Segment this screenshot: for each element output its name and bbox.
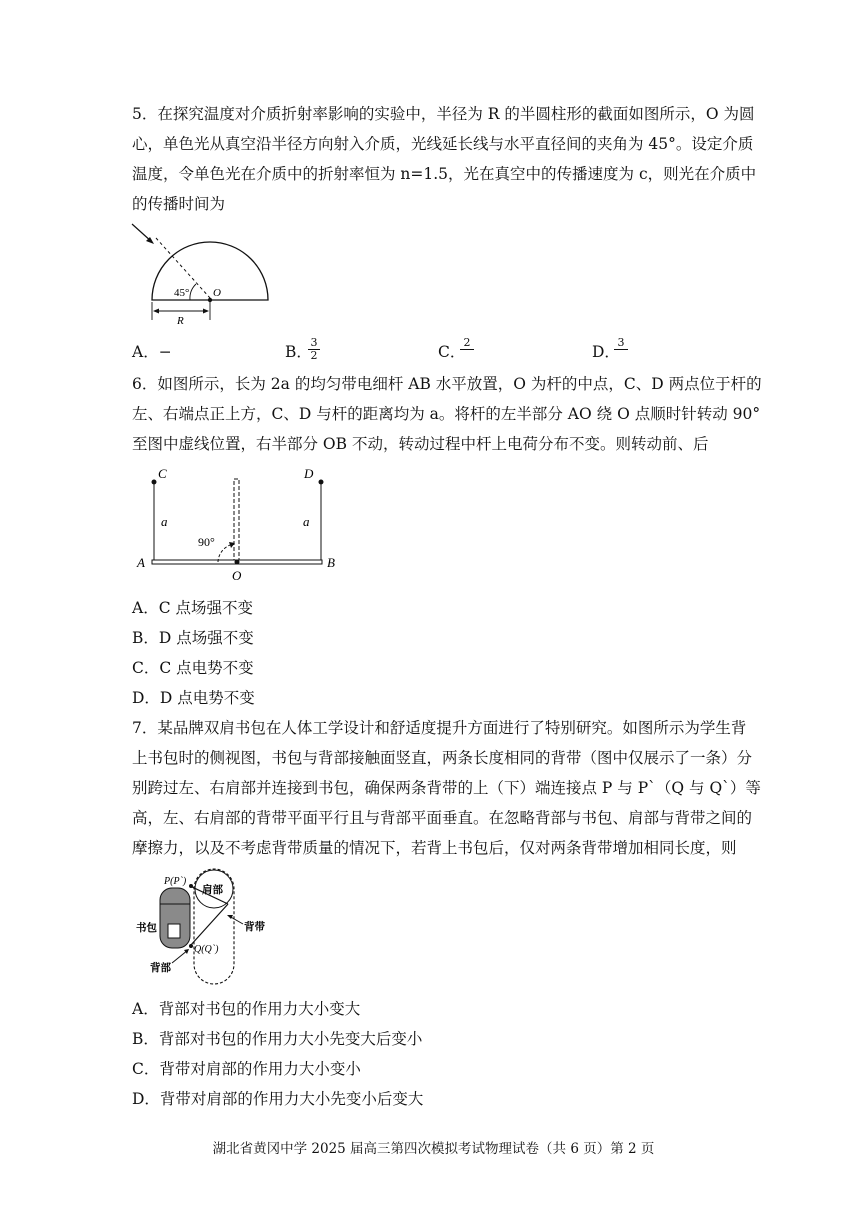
q7-line-5: 摩擦力，以及不考虑背带质量的情况下，若背上书包后，仅对两条背带增加相同长度，则 <box>132 839 737 857</box>
page-footer: 湖北省黄冈中学 2025 届高三第四次模拟考试物理试卷（共 6 页）第 2 页 <box>212 1141 655 1157</box>
q6-label-a-right: a <box>303 514 310 529</box>
q7-line-2: 上书包时的侧视图，书包与背部接触面竖直，两条长度相同的背带（图中仅展示了一条）分 <box>132 749 753 767</box>
q5-option-d-fraction <box>614 337 628 350</box>
q5-option-b-label: B． <box>285 343 312 361</box>
q5-angle-label: 45° <box>174 287 190 299</box>
q7-label-strap: 背带 <box>244 922 265 933</box>
q7-option-c: C．背带对肩部的作用力大小变小 <box>132 1060 361 1078</box>
q7-line-3: 别跨过左、右肩部并连接到书包，确保两条背带的上（下）端连接点 P 与 P`（Q 与 Q`）等 <box>132 779 761 797</box>
q5-option-b-fraction <box>308 337 320 362</box>
q5-option-d-numerator: 3 <box>614 337 628 350</box>
q7-backpack-figure <box>132 868 282 993</box>
q7-label-shoulder: 肩部 <box>202 885 223 896</box>
q6-option-a: A．C 点场强不变 <box>132 599 253 617</box>
q7-label-bag: 书包 <box>136 923 157 934</box>
q7-label-p: P(P`) <box>164 876 187 887</box>
q6-angle-label: 90° <box>198 535 215 549</box>
q7-option-d: D．背带对肩部的作用力大小先变小后变大 <box>132 1090 424 1108</box>
q5-option-a: A．− <box>132 343 172 361</box>
q5-line-3: 温度，令单色光在介质中的折射率恒为 n=1.5，光在真空中的传播速度为 c，则光在介质中 <box>132 165 757 183</box>
q5-semicircle-figure <box>120 220 280 330</box>
q5-center-label: O <box>213 287 221 299</box>
q6-label-o: O <box>232 568 242 583</box>
q6-label-a-left: a <box>161 514 168 529</box>
q5-option-b-numerator: 3 <box>308 337 320 350</box>
q6-option-d: D．D 点电势不变 <box>132 689 255 707</box>
q5-radius-label: R <box>177 315 184 327</box>
q6-option-b: B．D 点场强不变 <box>132 629 254 647</box>
q7-option-b: B．背部对书包的作用力大小先变大后变小 <box>132 1030 423 1048</box>
q6-line-1: 6．如图所示，长为 2a 的均匀带电细杆 AB 水平放置，O 为杆的中点，C、D 两点位于杆的 <box>132 375 762 393</box>
q6-label-d: D <box>304 466 314 481</box>
q5-line-1: 5．在探究温度对介质折射率影响的实验中，半径为 R 的半圆柱形的截面如图所示，O 为圆 <box>132 105 755 123</box>
q6-line-3: 至图中虚线位置，右半部分 OB 不动，转动过程中杆上电荷分布不变。则转动前、后 <box>132 435 709 453</box>
q7-label-q: Q(Q`) <box>194 944 219 955</box>
q5-option-c-fraction <box>460 337 474 350</box>
q7-line-4: 高，左、右肩部的背带平面平行且与背部平面垂直。在忽略背部与书包、肩部与背带之间的 <box>132 809 753 827</box>
q6-label-a-end: A <box>137 555 145 570</box>
q6-rod-figure <box>130 462 350 587</box>
q6-line-2: 左、右端点正上方，C、D 与杆的距离均为 a。将杆的左半部分 AO 绕 O 点顺时针转动 90° <box>132 405 761 423</box>
q6-label-b-end: B <box>327 555 335 570</box>
q7-option-a: A．背部对书包的作用力大小变大 <box>132 1000 361 1018</box>
q5-line-2: 心，单色光从真空沿半径方向射入介质，光线延长线与水平直径间的夹角为 45°。设定介质 <box>132 135 754 153</box>
q6-option-c: C．C 点电势不变 <box>132 659 254 677</box>
q7-label-back: 背部 <box>150 963 171 974</box>
q5-option-d-label: D． <box>592 343 620 361</box>
q5-option-c-label: C． <box>438 343 466 361</box>
q5-option-b-denominator: 2 <box>310 349 318 362</box>
q7-line-1: 7．某品牌双肩书包在人体工学设计和舒适度提升方面进行了特别研究。如图所示为学生背 <box>132 719 747 737</box>
q5-line-4: 的传播时间为 <box>132 195 226 213</box>
q6-label-c: C <box>158 466 167 481</box>
q5-option-c-numerator: 2 <box>460 337 474 350</box>
